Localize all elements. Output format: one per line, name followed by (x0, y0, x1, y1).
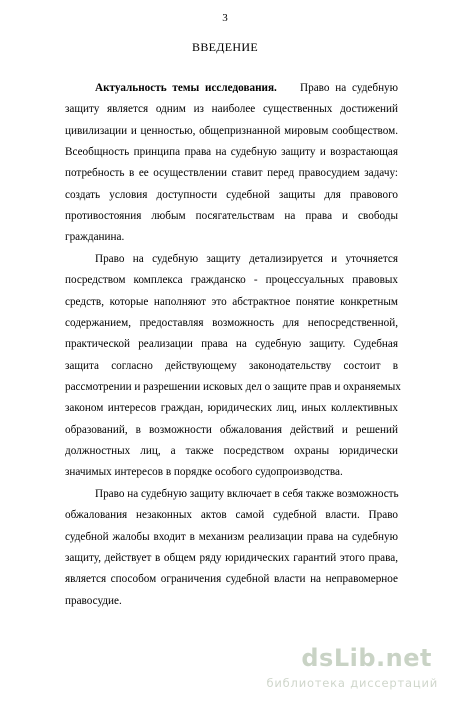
paragraph-line: защиту является одним из наиболее существенных достижений (65, 103, 398, 116)
paragraph-line (65, 78, 398, 99)
paragraph-line: защиту, действует в общем ряду юридических гарантий этого права, (65, 552, 398, 565)
paragraph-line: должностных лиц, а также посредством охраны юридически (65, 445, 398, 458)
paragraph-line: создать условия доступности судебной защиты для правового (65, 188, 398, 201)
section-heading: ВВЕДЕНИЕ (192, 40, 258, 54)
paragraph-line: цивилизации и ценностью, общепризнанной мировым сообществом. (65, 124, 398, 137)
paragraph-line: образований, в возможности обжалования действий и решений (65, 423, 398, 436)
watermark-subtitle: библиотека диссертаций (266, 676, 438, 690)
paragraph-line: значимых интересов в порядке особого судопроизводства. (65, 466, 343, 479)
paragraph-line: средств, которые наполняют это абстрактное понятие конкретным (65, 295, 398, 308)
paragraph-line: судебной жалобы входит в механизм реализации права на судебную (65, 530, 398, 543)
paragraph-line: является способом ограничения судебной власти на неправомерное (65, 573, 398, 586)
lead-bold-text: Актуальность темы исследования. (95, 82, 277, 94)
watermark (238, 644, 438, 696)
paragraph-line: обжалования незаконных актов самой судебной власти. Право (65, 509, 398, 522)
paragraph-text: Право на судебную (300, 82, 399, 94)
paragraph-line: правосудие. (65, 594, 122, 607)
paragraph-line: противостояния любым посягательствам на права и свободы (65, 210, 398, 223)
paragraph-line: рассмотрении и разрешении исковых дел о защите прав и охраняемых (65, 381, 401, 394)
page-number: 3 (222, 12, 228, 24)
paragraph-line: практической реализации права на судебную защиту. Судебная (65, 338, 398, 351)
paragraph-line: содержанием, предоставляя возможность для непосредственной, (65, 317, 398, 330)
paragraph-line: защита согласно действующему законодательству состоит в (65, 359, 398, 372)
paragraph-2 (65, 249, 401, 484)
paragraph-line: Право на судебную защиту детализируется и уточняется (95, 253, 398, 265)
paragraph-line: Право на судебную защиту включает в себя также возможность (95, 488, 399, 500)
paragraph-line: посредством комплекса гражданско - процессуальных правовых (65, 274, 398, 287)
paragraph-line: потребность в ее осуществлении ставит перед правосудием задачу: (65, 167, 398, 180)
paragraph-line: законом интересов граждан, юридических лиц, иных коллективных (65, 402, 398, 415)
paragraph-3 (65, 484, 398, 612)
paragraph-1 (65, 78, 398, 249)
paragraph-line: гражданина. (65, 231, 125, 244)
paragraph-line: Всеобщность принципа права на судебную защиту и возрастающая (65, 146, 398, 159)
watermark-logo: dsLib.net (301, 644, 432, 672)
